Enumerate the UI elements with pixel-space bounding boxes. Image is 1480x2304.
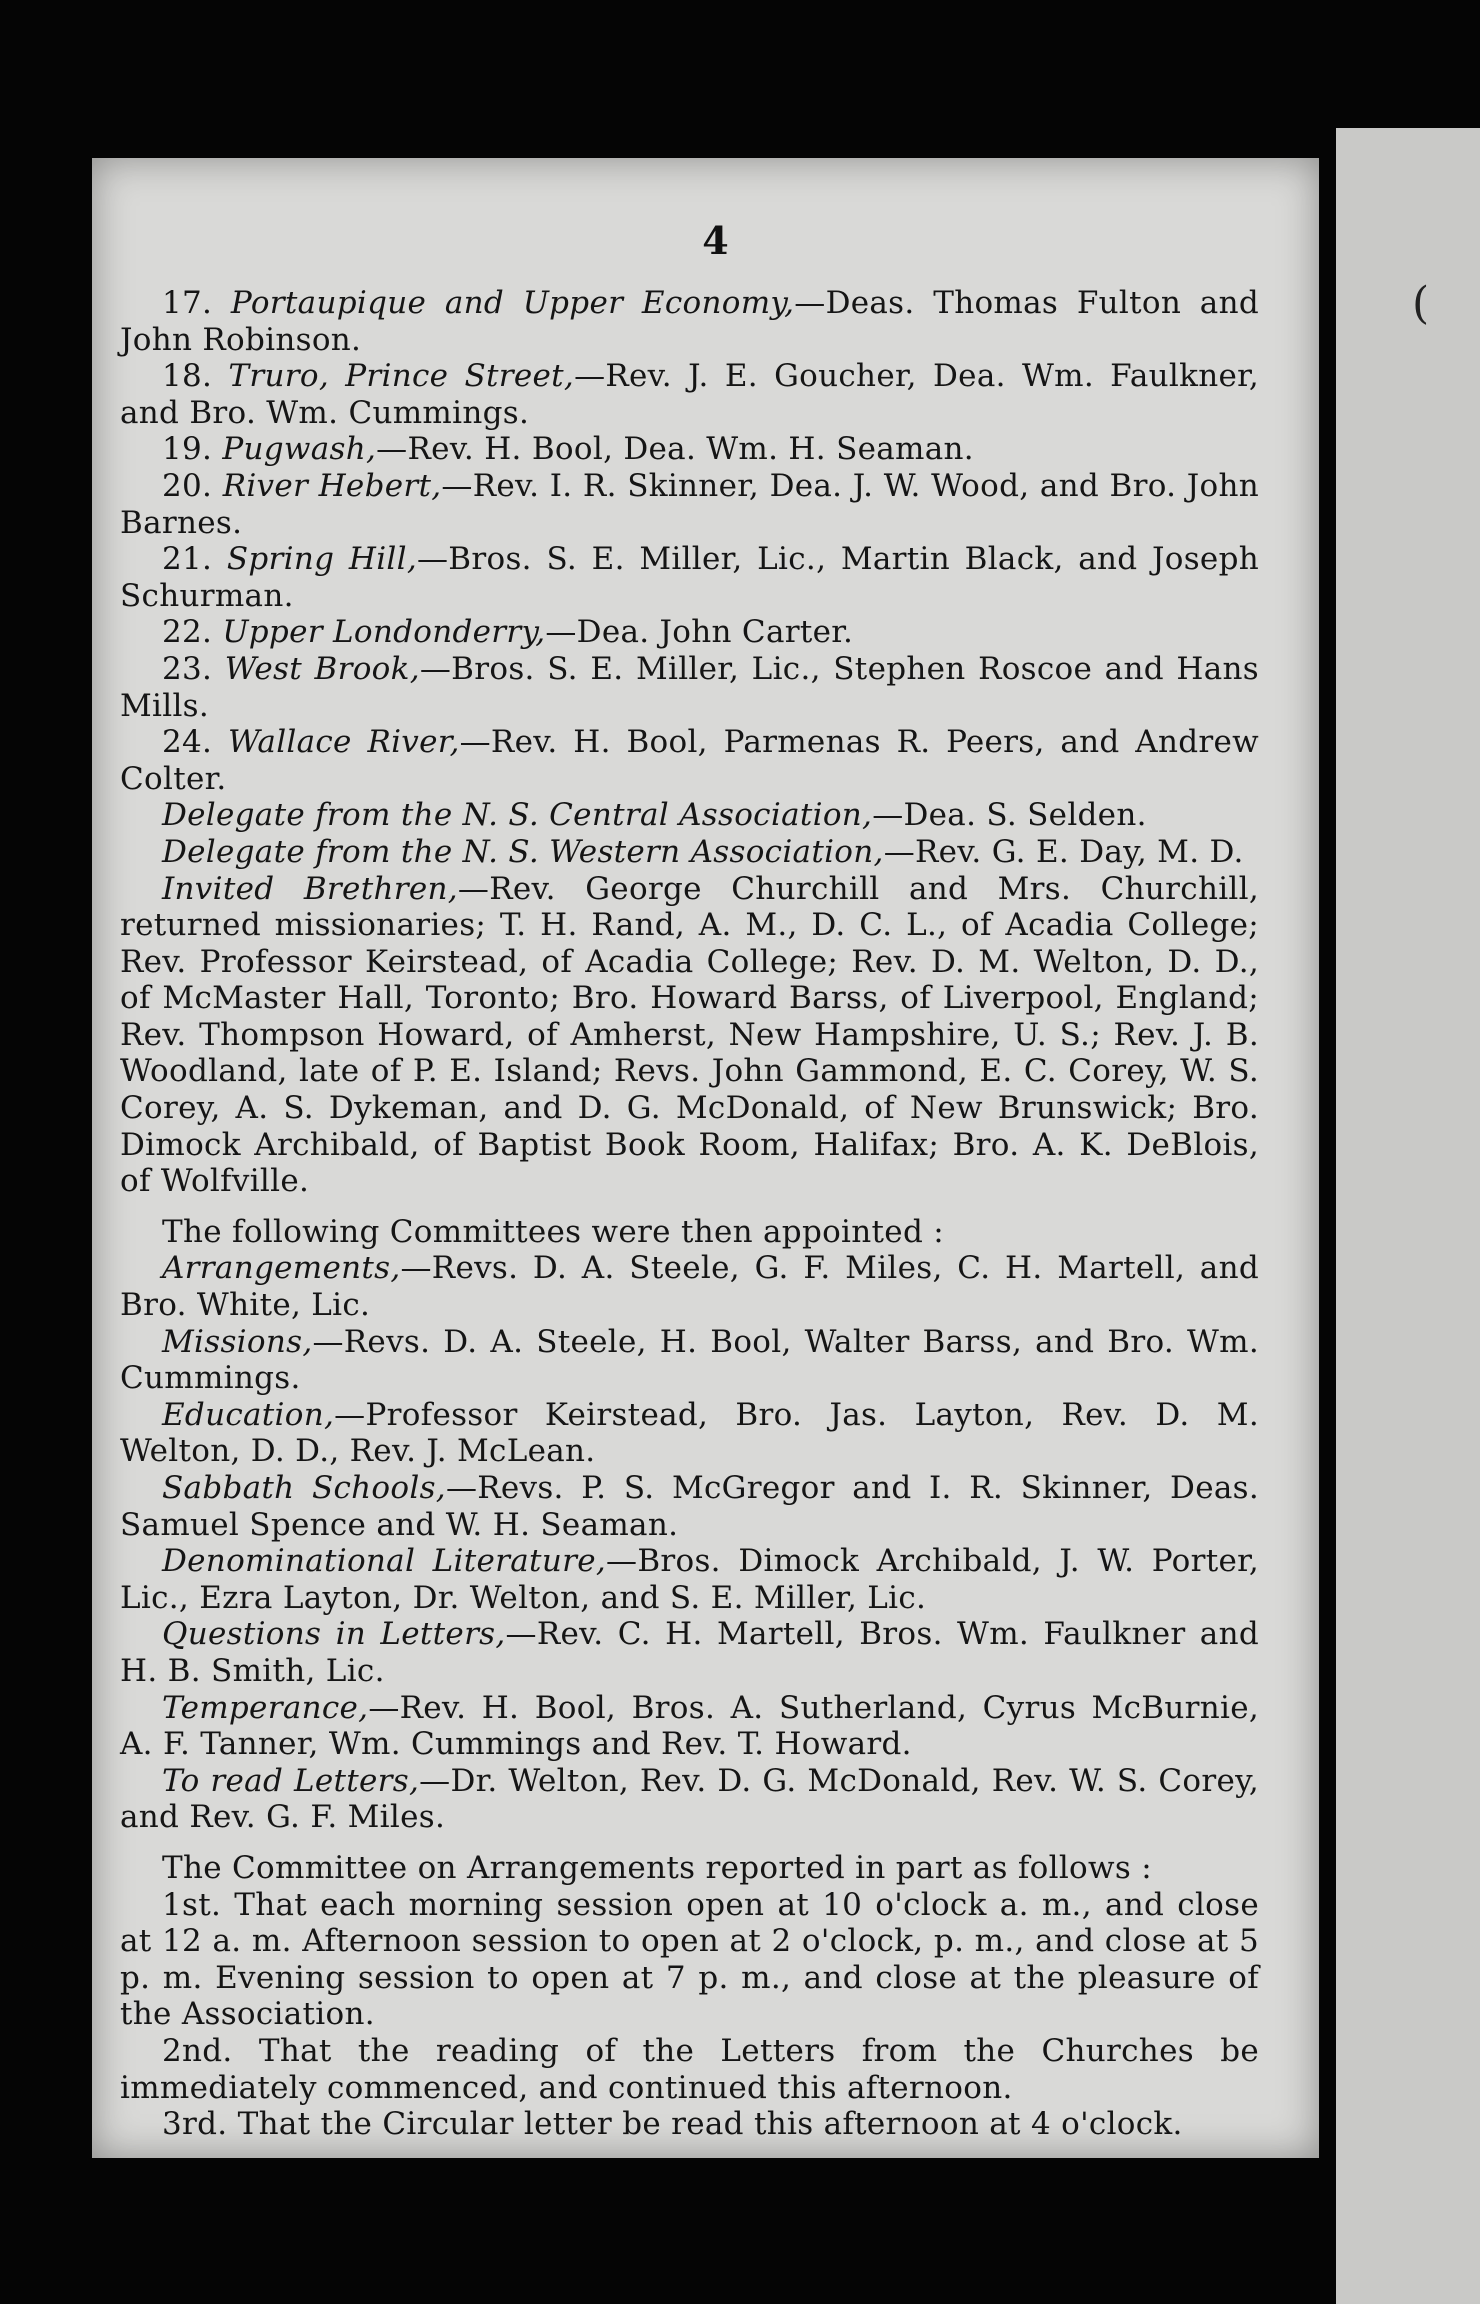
committee-arrangements: Arrangements,—Revs. D. A. Steele, G. F. Miles, C. H. Martell, and Bro. White, Lic. [120, 1250, 1259, 1324]
committee-sabbath-schools: Sabbath Schools,—Revs. P. S. McGregor and I. R. Skinner, Deas. Samuel Spence and W. H. Seaman. [120, 1470, 1259, 1543]
committee-questions-in-letters: Questions in Letters,—Rev. C. H. Martell, Bros. Wm. Faulkner and H. B. Smith, Lic. [120, 1616, 1259, 1689]
page-number: 4 [702, 218, 729, 263]
committees-intro: The following Committees were then appointed : [162, 1213, 944, 1250]
church-entry-21: 21. Spring Hill,—Bros. S. E. Miller, Lic., Martin Black, and Joseph Schurman. [120, 541, 1259, 614]
church-entry-23: 23. West Brook,—Bros. S. E. Miller, Lic., Stephen Roscoe and Hans Mills. [120, 650, 1259, 724]
document-page [92, 158, 1319, 2158]
committee-missions: Missions,—Revs. D. A. Steele, H. Bool, Walter Barss, and Bro. Wm. Cummings. [120, 1323, 1259, 1397]
report-item-1: 1st. That each morning session open at 10 o'clock a. m., and close at 12 a. m. Afternoon session to open at 2 o'clock, p. m., and close at 5 p. m. Evening session to open at 7 p. m., and close at the pleasure of the Association. [120, 1886, 1259, 2033]
committee-temperance: Temperance,—Rev. H. Bool, Bros. A. Sutherland, Cyrus McBurnie, A. F. Tanner, Wm. Cummings and Rev. T. Howard. [120, 1689, 1259, 1763]
church-entry-20: 20. River Hebert,—Rev. I. R. Skinner, Dea. J. W. Wood, and Bro. John Barnes. [120, 467, 1260, 541]
page-body [92, 285, 1319, 2143]
church-entry-17: 17. Portaupique and Upper Economy,—Deas. Thomas Fulton and John Robinson. [120, 285, 1259, 358]
report-item-3: 3rd. That the Circular letter be read this afternoon at 4 o'clock. [162, 2106, 1183, 2143]
delegate-central: Delegate from the N. S. Central Association,—Dea. S. Selden. [162, 797, 1147, 834]
report-intro: The Committee on Arrangements reported in part as follows : [162, 1849, 1152, 1886]
committee-denominational-literature: Denominational Literature,—Bros. Dimock Archibald, J. W. Porter, Lic., Ezra Layton, Dr. Welton, and S. E. Miller, Lic. [120, 1543, 1260, 1616]
delegate-western: Delegate from the N. S. Western Association,—Rev. G. E. Day, M. D. [162, 833, 1244, 870]
church-entry-18: 18. Truro, Prince Street,—Rev. J. E. Goucher, Dea. Wm. Faulkner, and Bro. Wm. Cummings. [120, 358, 1259, 431]
committee-education: Education,—Professor Keirstead, Bro. Jas. Layton, Rev. D. M. Welton, D. D., Rev. J. McLean. [120, 1396, 1259, 1470]
facing-page-edge [1336, 128, 1480, 2304]
facing-page-mark: ( [1412, 278, 1430, 329]
church-entry-19: 19. Pugwash,—Rev. H. Bool, Dea. Wm. H. Seaman. [162, 431, 974, 468]
church-entry-22: 22. Upper Londonderry,—Dea. John Carter. [162, 614, 854, 651]
committee-read-letters: To read Letters,—Dr. Welton, Rev. D. G. McDonald, Rev. W. S. Corey, and Rev. G. F. Miles. [120, 1762, 1259, 1836]
invited-brethren: Invited Brethren,—Rev. George Churchill and Mrs. Churchill, returned missionaries; T. H. Rand, A. M., D. C. L., of Acadia College; Rev. Professor Keirstead, of Acadia College; Rev. D. M. Welton, D. D., of McMaster Hall, Toronto; Bro. Howard Barss, of Liverpool, England; Rev. Thompson Howard, of Amherst, New Hampshire, U. S.; Rev. J. B. Woodland, late of P. E. Island; Revs. John Gammond, E. C. Corey, W. S. Corey, A. S. Dykeman, and D. G. McDonald, of New Brunswick; Bro. Dimock Archibald, of Baptist Book Room, Halifax; Bro. A. K. DeBlois, of Wolfville. [120, 870, 1260, 1200]
report-item-2: 2nd. That the reading of the Letters from the Churches be immediately commenced, and continued this afternoon. [120, 2032, 1259, 2106]
church-entry-24: 24. Wallace River,—Rev. H. Bool, Parmenas R. Peers, and Andrew Colter. [120, 724, 1259, 797]
